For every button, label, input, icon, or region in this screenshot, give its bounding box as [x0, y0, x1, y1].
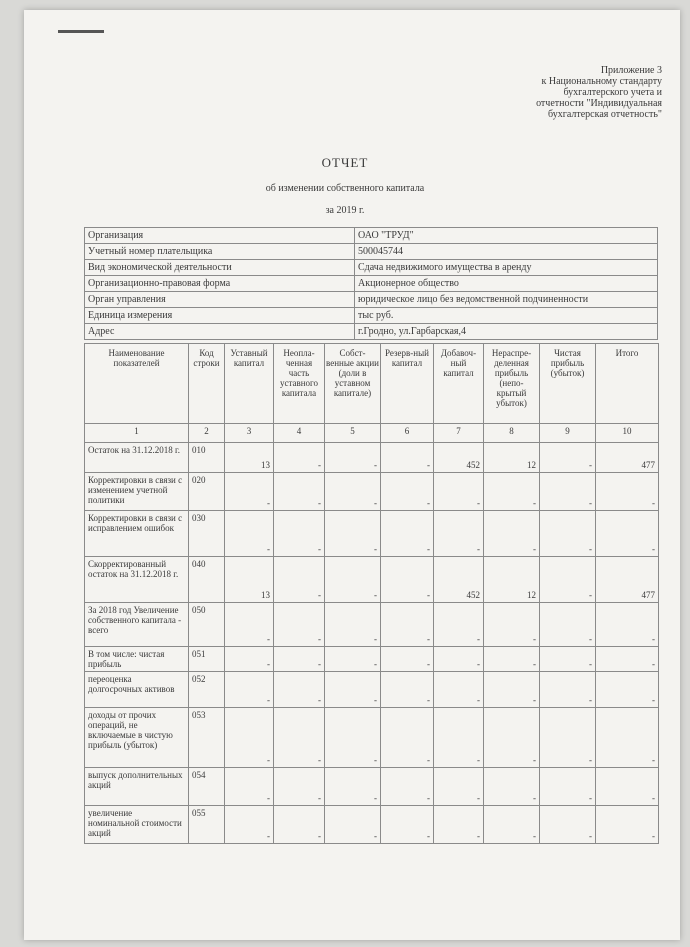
cell-value: - [434, 806, 484, 844]
cell-value: - [381, 603, 434, 647]
cell-value: - [596, 603, 659, 647]
column-number: 4 [274, 424, 325, 443]
cell-value: - [381, 672, 434, 708]
cell-value: - [484, 806, 540, 844]
column-number: 7 [434, 424, 484, 443]
row-code: 052 [189, 672, 225, 708]
cell-value: - [484, 603, 540, 647]
table-row [85, 443, 659, 473]
appendix-line: бухгалтерского учета и [563, 87, 662, 98]
cell-value: - [484, 672, 540, 708]
column-number: 1 [85, 424, 189, 443]
column-header: Собст-венные акции (доли в уставном капитале) [325, 344, 381, 424]
cell-value: - [434, 647, 484, 672]
cell-value: - [381, 768, 434, 806]
cell-value: - [381, 443, 434, 473]
appendix-line: бухгалтерская отчетность" [548, 109, 662, 120]
column-header: Итого [596, 344, 659, 424]
row-name: За 2018 год Увеличение собственного капитала - всего [85, 603, 189, 647]
cell-value: - [274, 806, 325, 844]
info-label: Учетный номер плательщика [85, 244, 355, 260]
info-label: Организация [85, 228, 355, 244]
table-row [85, 603, 659, 647]
table-row [85, 806, 659, 844]
column-number: 5 [325, 424, 381, 443]
table-row [85, 768, 659, 806]
table-row [85, 647, 659, 672]
row-name: В том числе: чистая прибыль [85, 647, 189, 672]
cell-value: - [540, 511, 596, 557]
info-row [85, 308, 658, 324]
info-label: Вид экономической деятельности [85, 260, 355, 276]
table-row [85, 511, 659, 557]
cell-value: - [325, 647, 381, 672]
info-row [85, 292, 658, 308]
cell-value: - [381, 557, 434, 603]
row-code: 055 [189, 806, 225, 844]
cell-value: - [274, 672, 325, 708]
cell-value: - [540, 473, 596, 511]
cell-value: - [274, 603, 325, 647]
row-code: 054 [189, 768, 225, 806]
cell-value: - [434, 473, 484, 511]
cell-value: - [484, 473, 540, 511]
info-row [85, 276, 658, 292]
report-subtitle: об изменении собственного капитала [265, 183, 425, 194]
cell-value: - [274, 511, 325, 557]
cell-value: - [484, 511, 540, 557]
cell-value: - [325, 603, 381, 647]
cell-value: - [540, 768, 596, 806]
cell-value: - [225, 473, 274, 511]
info-value: Сдача недвижимого имущества в аренду [355, 260, 658, 276]
info-value: тыс руб. [355, 308, 658, 324]
appendix-note [492, 65, 662, 120]
column-number: 2 [189, 424, 225, 443]
cell-value: - [325, 557, 381, 603]
cell-value: - [381, 708, 434, 768]
cell-value: - [596, 473, 659, 511]
column-header: Наименование показателей [85, 344, 189, 424]
row-code: 020 [189, 473, 225, 511]
cell-value: - [274, 708, 325, 768]
cell-value: - [274, 443, 325, 473]
cell-value: - [434, 672, 484, 708]
row-name: выпуск дополнительных акций [85, 768, 189, 806]
info-label: Адрес [85, 324, 355, 340]
cell-value: - [434, 708, 484, 768]
table-row [85, 473, 659, 511]
cell-value: - [325, 443, 381, 473]
appendix-line: отчетности "Индивидуальная [536, 98, 662, 109]
column-header: Резерв-ный капитал [381, 344, 434, 424]
cell-value: - [225, 511, 274, 557]
info-label: Единица измерения [85, 308, 355, 324]
row-code: 050 [189, 603, 225, 647]
cell-value: - [325, 473, 381, 511]
cell-value: - [225, 806, 274, 844]
table-row [85, 708, 659, 768]
cell-value: - [484, 768, 540, 806]
info-label: Организационно-правовая форма [85, 276, 355, 292]
info-value: ОАО "ТРУД" [355, 228, 658, 244]
cell-value: - [596, 708, 659, 768]
row-code: 051 [189, 647, 225, 672]
cell-value: - [434, 768, 484, 806]
cell-value: - [225, 708, 274, 768]
cell-value: - [381, 806, 434, 844]
cell-value: - [540, 647, 596, 672]
cell-value: - [225, 647, 274, 672]
row-name: Корректировки в связи с исправлением ошибок [85, 511, 189, 557]
cell-value: - [325, 672, 381, 708]
cell-value: - [596, 511, 659, 557]
cell-value: - [540, 806, 596, 844]
cell-value: - [596, 672, 659, 708]
info-value: 500045744 [355, 244, 658, 260]
cell-value: 13 [225, 557, 274, 603]
table-row [85, 672, 659, 708]
column-header: Нераспре-деленная прибыль (непо-крытый убыток) [484, 344, 540, 424]
info-value: Акционерное общество [355, 276, 658, 292]
row-code: 040 [189, 557, 225, 603]
appendix-line: к Национальному стандарту [541, 76, 662, 87]
cell-value: - [274, 768, 325, 806]
cell-value: - [434, 603, 484, 647]
cell-value: - [225, 603, 274, 647]
cell-value: - [274, 557, 325, 603]
cell-value: - [325, 708, 381, 768]
cell-value: - [274, 473, 325, 511]
cell-value: - [325, 768, 381, 806]
cell-value: 452 [434, 557, 484, 603]
info-row [85, 228, 658, 244]
cell-value: - [225, 768, 274, 806]
info-value: юридическое лицо без ведомственной подчиненности [355, 292, 658, 308]
column-number: 8 [484, 424, 540, 443]
cell-value: - [225, 672, 274, 708]
info-row [85, 324, 658, 340]
cell-value: - [274, 647, 325, 672]
cell-value: - [540, 708, 596, 768]
info-value: г.Гродно, ул.Гарбарская,4 [355, 324, 658, 340]
column-number: 10 [596, 424, 659, 443]
cell-value: 452 [434, 443, 484, 473]
cell-value: - [540, 603, 596, 647]
row-code: 030 [189, 511, 225, 557]
column-header: Неопла-ченная часть уставного капитала [274, 344, 325, 424]
cell-value: - [540, 557, 596, 603]
appendix-line: Приложение 3 [600, 65, 662, 76]
row-name: Корректировки в связи с изменением учетной политики [85, 473, 189, 511]
column-header: Уставный капитал [225, 344, 274, 424]
organization-info-table [84, 227, 658, 340]
column-number: 6 [381, 424, 434, 443]
row-name: Остаток на 31.12.2018 г. [85, 443, 189, 473]
row-name: Скорректированный остаток на 31.12.2018 г. [85, 557, 189, 603]
column-header: Чистая прибыль (убыток) [540, 344, 596, 424]
cell-value: - [325, 511, 381, 557]
row-code: 053 [189, 708, 225, 768]
cell-value: - [434, 511, 484, 557]
column-number-row [85, 424, 659, 443]
cell-value: - [381, 473, 434, 511]
report-period: за 2019 г. [325, 205, 365, 216]
row-name: увеличение номинальной стоимости акций [85, 806, 189, 844]
table-row [85, 557, 659, 603]
cell-value: 13 [225, 443, 274, 473]
column-number: 3 [225, 424, 274, 443]
cell-value: - [596, 647, 659, 672]
cell-value: - [381, 647, 434, 672]
cell-value: - [540, 443, 596, 473]
cell-value: - [596, 806, 659, 844]
corner-mark [58, 30, 104, 33]
cell-value: - [484, 708, 540, 768]
row-name: доходы от прочих операций, не включаемые в чистую прибыль (убыток) [85, 708, 189, 768]
info-row [85, 244, 658, 260]
cell-value: 12 [484, 557, 540, 603]
equity-changes-table [84, 343, 659, 844]
column-header: Добавоч-ный капитал [434, 344, 484, 424]
row-code: 010 [189, 443, 225, 473]
cell-value: 477 [596, 443, 659, 473]
cell-value: - [325, 806, 381, 844]
cell-value: - [596, 768, 659, 806]
row-name: переоценка долгосрочных активов [85, 672, 189, 708]
column-number: 9 [540, 424, 596, 443]
info-label: Орган управления [85, 292, 355, 308]
cell-value: 12 [484, 443, 540, 473]
cell-value: - [381, 511, 434, 557]
cell-value: - [484, 647, 540, 672]
report-title: ОТЧЕТ [321, 155, 369, 170]
info-row [85, 260, 658, 276]
cell-value: 477 [596, 557, 659, 603]
cell-value: - [540, 672, 596, 708]
column-header: Код строки [189, 344, 225, 424]
